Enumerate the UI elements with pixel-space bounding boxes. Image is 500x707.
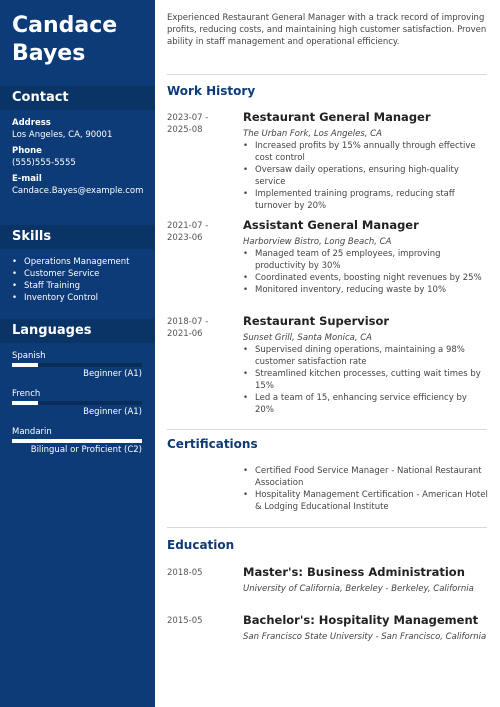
job-date: 2023-07 - 2025-08 [167,113,209,135]
certifications-heading: Certifications [167,437,258,451]
job-bullets [243,140,488,212]
list-item: • Implemented training programs, reducing staff turnover by 20% [243,189,455,211]
language-proficiency-fill [12,401,38,405]
language-proficiency-fill [12,363,38,367]
list-item: • Increased profits by 15% annually through effective cost control [243,141,476,163]
list-item: • Coordinated events, boosting night revenues by 25% [243,273,482,283]
list-item: • Led a team of 15, enhancing service efficiency by 20% [243,393,467,415]
language-name: French [12,389,41,399]
education-date: 2015-05 [167,616,203,626]
list-item: • Streamlined kitchen processes, cutting wait times by 15% [243,369,481,391]
language-proficiency-bar [12,401,142,405]
skill-item: • Operations Management [12,257,130,267]
job-date: 2021-07 - 2023-06 [167,221,209,243]
section-divider [167,527,487,528]
phone-value: (555)555-5555 [12,158,76,168]
job-date: 2018-07 - 2021-06 [167,317,209,339]
job-title: Assistant General Manager [243,218,419,232]
sidebar [0,0,155,707]
skill-item: • Inventory Control [12,293,99,303]
job-title: Restaurant Supervisor [243,314,390,328]
list-item: • Certified Food Service Manager - National Restaurant Association [243,466,482,488]
list-item: • Oversaw daily operations, ensuring high-quality service [243,165,459,187]
section-divider [167,74,487,75]
language-name: Mandarin [12,427,52,437]
language-name: Spanish [12,351,46,361]
last-name: Bayes [12,41,86,66]
phone-label: Phone [12,146,42,156]
language-level: Bilingual or Proficient (C2) [30,445,142,455]
professional-summary: Experienced Restaurant General Manager with a track record of improving profits, reducing costs, and maintaining high customer satisfaction. Proven ability in staff management and operational efficiency. [167,13,487,47]
education-date: 2018-05 [167,568,203,578]
list-item: • Supervised dining operations, maintaining a 98% customer satisfaction rate [243,345,465,367]
languages-heading: Languages [0,319,155,343]
certifications-list [243,465,488,513]
skill-item: • Staff Training [12,281,81,291]
list-item: • Monitored inventory, reducing waste by 10% [243,285,447,295]
candidate-name [12,12,117,68]
address-value: Los Angeles, CA, 90001 [12,130,113,140]
job-employer: The Urban Fork, Los Angeles, CA [243,129,382,139]
skills-heading: Skills [0,225,155,249]
first-name: Candace [12,13,118,38]
language-proficiency-bar [12,439,142,443]
main-content [155,0,500,707]
language-proficiency-fill [12,439,142,443]
education-degree: Master's: Business Administration [243,565,465,579]
job-bullets [243,344,488,416]
language-proficiency-bar [12,363,142,367]
work-history-heading: Work History [167,84,256,98]
language-level: Beginner (A1) [83,407,142,417]
contact-heading: Contact [0,86,155,110]
email-label: E-mail [12,174,42,184]
education-heading: Education [167,538,235,552]
address-label: Address [12,118,51,128]
list-item: • Managed team of 25 employees, improving productivity by 30% [243,249,441,271]
job-employer: Harborview Bistro, Long Beach, CA [243,237,392,247]
job-bullets [243,248,488,296]
skill-item: • Customer Service [12,269,100,279]
list-item: • Hospitality Management Certification - American Hotel & Lodging Educational Institute [243,490,488,512]
job-title: Restaurant General Manager [243,110,431,124]
section-divider [167,429,487,430]
education-school: University of California, Berkeley - Berkeley, California [243,584,474,594]
education-school: San Francisco State University - San Francisco, California [243,632,487,642]
language-level: Beginner (A1) [83,369,142,379]
skills-list [12,256,129,304]
email-value: Candace.Bayes@example.com [12,186,144,196]
job-employer: Sunset Grill, Santa Monica, CA [243,333,372,343]
education-degree: Bachelor's: Hospitality Management [243,613,479,627]
